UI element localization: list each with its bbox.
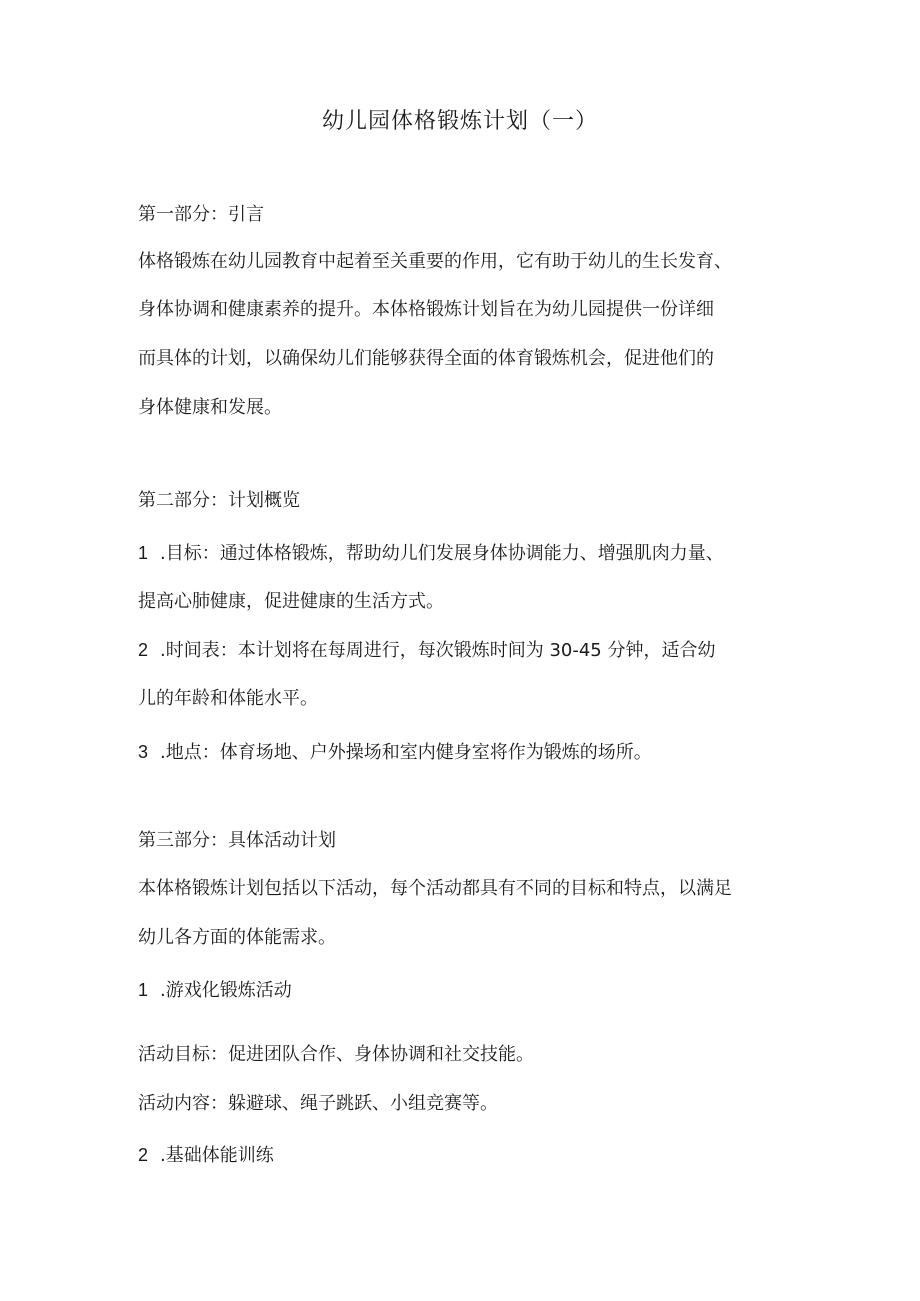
section2-item-2-continuation: 儿的年龄和体能水平。 <box>138 688 318 709</box>
section2-item-1-continuation: 提高心肺健康，促进健康的生活方式。 <box>138 591 444 612</box>
activity1-title <box>138 978 818 1003</box>
section1-para-line: 而具体的计划，以确保幼儿们能够获得全面的体育锻炼机会，促进他们的 <box>138 348 714 369</box>
section1-para-line: 体格锻炼在幼儿园教育中起着至关重要的作用，它有助于幼儿的生长发育、 <box>138 251 732 272</box>
section2-item-1 <box>138 541 818 566</box>
activity-title-text: .基础体能训练 <box>160 1145 274 1166</box>
section1-heading: 第一部分：引言 <box>138 204 264 225</box>
document-title: 幼儿园体格锻炼计划（一） <box>321 109 598 134</box>
section2-item-2 <box>138 638 818 663</box>
item-number: 1 <box>138 543 149 563</box>
section2-item-3 <box>138 740 818 765</box>
section2-heading: 第二部分：计划概览 <box>138 490 300 511</box>
item-number: 2 <box>138 640 149 660</box>
activity-number: 1 <box>138 980 149 1000</box>
section3-heading: 第三部分：具体活动计划 <box>138 830 336 851</box>
section1-para-line: 身体协调和健康素养的提升。本体格锻炼计划旨在为幼儿园提供一份详细 <box>138 299 714 320</box>
item-text: .时间表：本计划将在每周进行，每次锻炼时间为 30-45 分钟，适合幼 <box>160 640 716 661</box>
item-text: .目标：通过体格锻炼，帮助幼儿们发展身体协调能力、增强肌肉力量、 <box>160 543 724 564</box>
activity1-goal: 活动目标：促进团队合作、身体协调和社交技能。 <box>138 1044 534 1065</box>
section1-para-line: 身体健康和发展。 <box>138 397 282 418</box>
activity1-content: 活动内容：躲避球、绳子跳跃、小组竞赛等。 <box>138 1093 498 1114</box>
activity-title-text: .游戏化锻炼活动 <box>160 980 292 1001</box>
item-text: .地点：体育场地、户外操场和室内健身室将作为锻炼的场所。 <box>160 742 652 763</box>
section3-intro-line: 幼儿各方面的体能需求。 <box>138 927 336 948</box>
item-number: 3 <box>138 742 149 762</box>
activity-number: 2 <box>138 1145 149 1165</box>
activity2-title <box>138 1143 818 1168</box>
section3-intro-line: 本体格锻炼计划包括以下活动，每个活动都具有不同的目标和特点，以满足 <box>138 878 732 899</box>
